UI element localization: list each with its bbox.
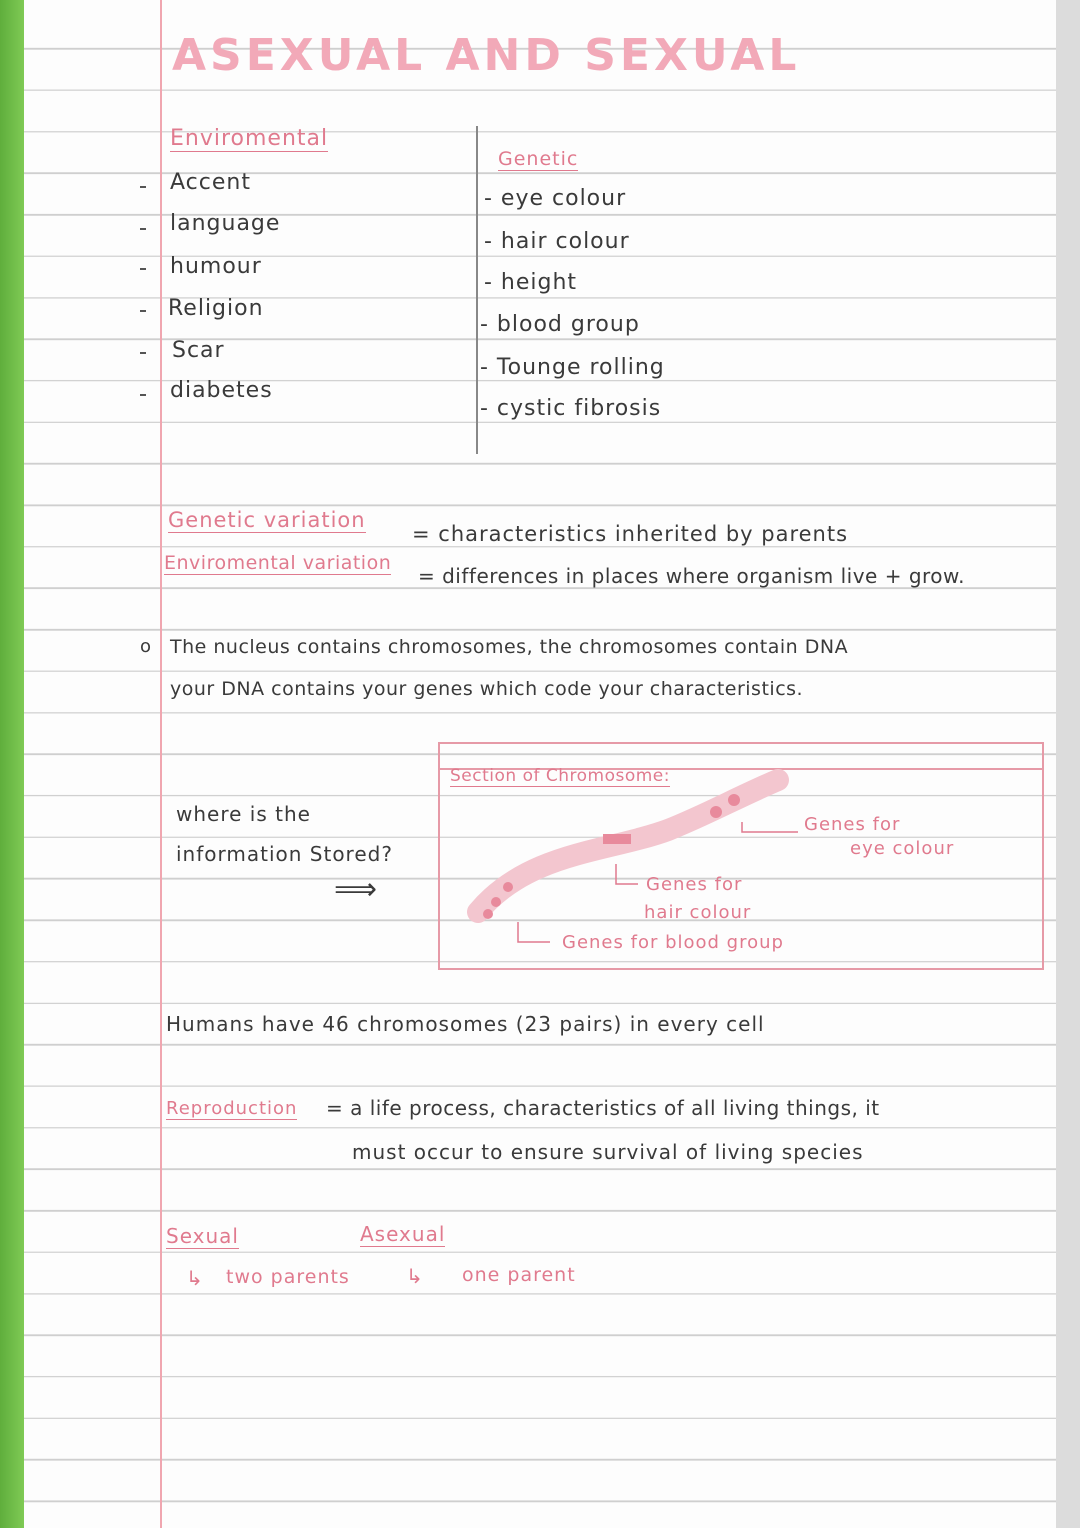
nucleus-line: your DNA contains your genes which code your characteristics.: [170, 678, 804, 700]
environmental-variation-term: Enviromental variation: [164, 552, 392, 574]
genetic-variation-term: Genetic variation: [168, 508, 366, 532]
arrow-icon: ↳: [186, 1266, 204, 1290]
margin-line: [160, 0, 162, 1528]
environmental-heading: Enviromental: [170, 126, 329, 151]
environmental-item: Religion: [168, 296, 264, 321]
gene-label-eye: Genes for: [804, 814, 901, 835]
environmental-item: humour: [170, 254, 262, 279]
genetic-item: - Tounge rolling: [480, 355, 665, 380]
genetic-heading: Genetic: [498, 148, 579, 170]
column-divider: [476, 126, 478, 454]
gene-band: [483, 909, 493, 919]
bullet-dash: [140, 310, 146, 312]
sexual-note: two parents: [226, 1266, 350, 1288]
gene-label-hair: Genes for: [646, 874, 743, 895]
asexual-heading: Asexual: [360, 1222, 446, 1246]
gene-band: [491, 897, 501, 907]
arrow-icon: ↳: [406, 1264, 424, 1288]
bullet-dash: [140, 268, 146, 270]
pointer-line: [742, 822, 798, 832]
pointer-line: [616, 864, 638, 884]
gene-label-hair: hair colour: [644, 902, 752, 923]
environmental-item: diabetes: [170, 378, 273, 403]
genetic-item: - height: [484, 270, 578, 295]
question-line: where is the: [176, 802, 311, 826]
genetic-item: - eye colour: [484, 186, 627, 211]
reproduction-definition: must occur to ensure survival of living species: [352, 1140, 864, 1164]
genetic-item: - cystic fibrosis: [480, 396, 662, 421]
bullet-dash: [140, 352, 146, 354]
genetic-item: - blood group: [480, 312, 640, 337]
environmental-item: language: [170, 211, 281, 236]
bullet-dash: [140, 186, 146, 188]
environmental-item: Scar: [172, 338, 225, 363]
page-edge: [1056, 0, 1080, 1528]
bullet-dash: [140, 394, 146, 396]
environmental-item: Accent: [170, 170, 251, 195]
asexual-note: one parent: [462, 1264, 576, 1286]
gene-band: [710, 806, 722, 818]
chromosome-label: Section of Chromosome:: [450, 766, 670, 786]
sexual-heading: Sexual: [166, 1224, 239, 1248]
reproduction-definition: = a life process, characteristics of all living things, it: [326, 1096, 880, 1120]
bullet-circle: o: [140, 636, 153, 657]
gene-band: [503, 882, 513, 892]
gene-band: [603, 834, 631, 844]
environmental-variation-definition: = differences in places where organism live + grow.: [418, 564, 965, 588]
binder-strip: [0, 0, 24, 1528]
pointer-line: [518, 922, 550, 942]
question-line: information Stored?: [176, 842, 393, 866]
genetic-item: - hair colour: [484, 229, 630, 254]
reproduction-term: Reproduction: [166, 1098, 298, 1119]
bullet-dash: [140, 228, 146, 230]
gene-band: [728, 794, 740, 806]
page-title: ASEXUAL AND SEXUAL: [172, 30, 801, 81]
gene-label-blood: Genes for blood group: [562, 932, 784, 953]
gene-label-eye: eye colour: [850, 838, 955, 859]
genetic-variation-definition: = characteristics inherited by parents: [412, 522, 849, 546]
nucleus-line: The nucleus contains chromosomes, the chromosomes contain DNA: [170, 636, 849, 658]
right-arrow-icon: ⟹: [334, 872, 379, 907]
humans-chromosomes-line: Humans have 46 chromosomes (23 pairs) in every cell: [166, 1012, 765, 1036]
